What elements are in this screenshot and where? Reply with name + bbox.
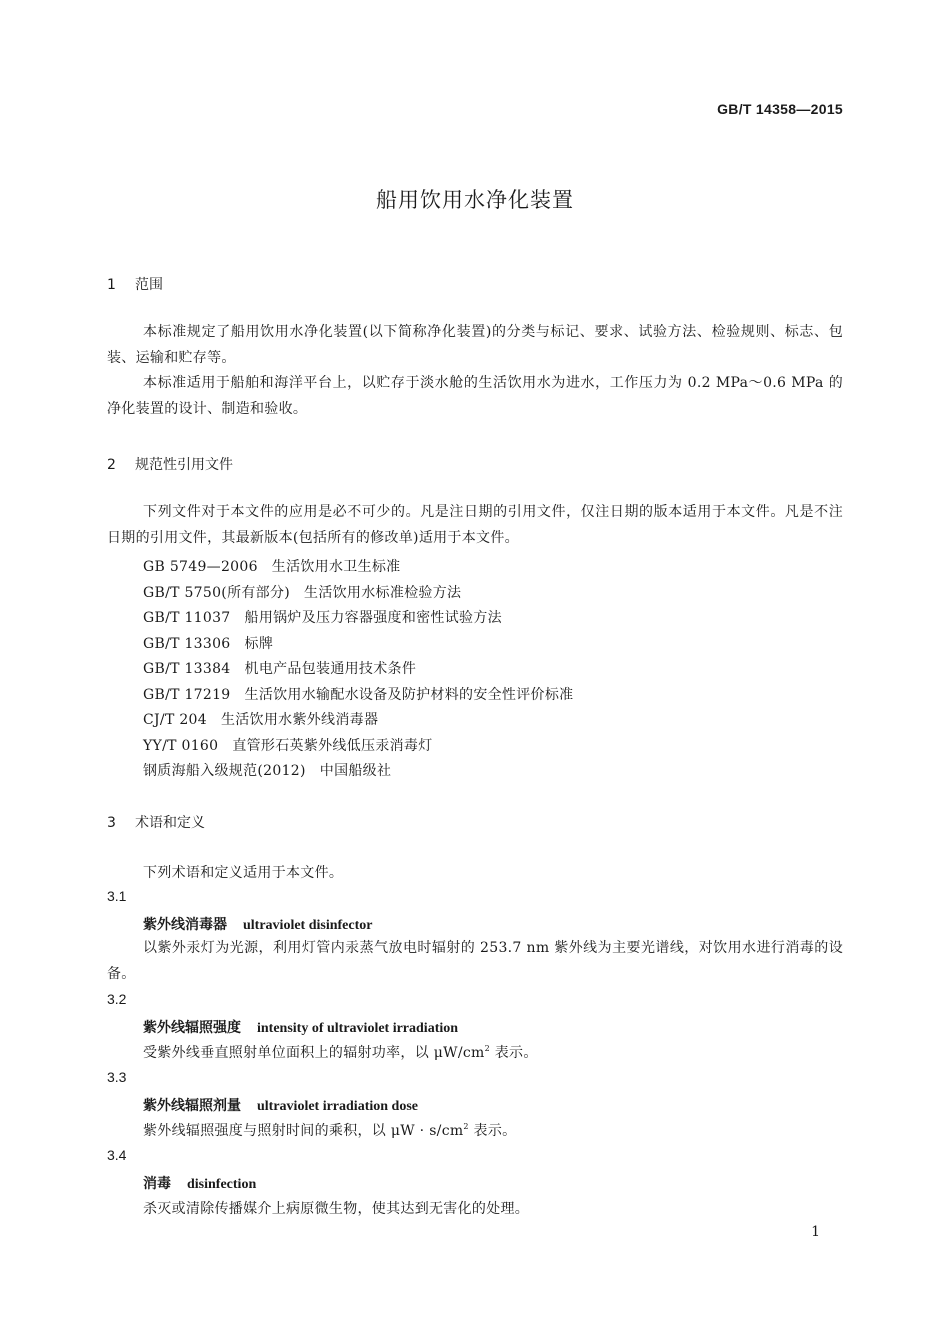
term-english: disinfection bbox=[187, 1177, 257, 1192]
section-number: 3 bbox=[107, 815, 116, 831]
reference-code: YY/T 0160 bbox=[143, 738, 219, 754]
term-definition: 杀灭或清除传播媒介上病原微生物，使其达到无害化的处理。 bbox=[143, 1201, 530, 1217]
section-title: 范围 bbox=[135, 277, 163, 293]
reference-item bbox=[143, 684, 573, 704]
page-number: 1 bbox=[811, 1224, 820, 1240]
references-intro: 下列文件对于本文件的应用是必不可少的。凡是注日期的引用文件，仅注日期的版本适用于本文件。凡是不注日期的引用文件，其最新版本(包括所有的修改单)适用于本文件。 bbox=[107, 504, 843, 546]
term-heading bbox=[143, 1173, 256, 1193]
term-number: 3.1 bbox=[107, 888, 127, 904]
reference-item bbox=[143, 709, 378, 729]
reference-title: 直管形石英紫外线低压汞消毒灯 bbox=[232, 738, 433, 754]
definition-text: 紫外线辐照强度与照射时间的乘积，以 μW · s/cm bbox=[143, 1123, 464, 1139]
reference-code: GB/T 5750(所有部分) bbox=[143, 585, 291, 601]
reference-code: GB 5749—2006 bbox=[143, 559, 258, 575]
reference-title: 生活饮用水紫外线消毒器 bbox=[220, 712, 379, 728]
reference-code: GB/T 17219 bbox=[143, 687, 231, 703]
term-chinese: 紫外线辐照剂量 bbox=[143, 1098, 241, 1114]
reference-title: 生活饮用水卫生标准 bbox=[271, 559, 401, 575]
term-chinese: 消毒 bbox=[143, 1176, 171, 1192]
reference-item bbox=[143, 760, 391, 780]
terms-intro: 下列术语和定义适用于本文件。 bbox=[143, 865, 344, 881]
scope-paragraph-1: 本标准规定了船用饮用水净化装置(以下简称净化装置)的分类与标记、要求、试验方法、检验规则、标志、包装、运输和贮存等。 bbox=[107, 324, 843, 366]
section-number: 1 bbox=[107, 277, 116, 293]
section-number: 2 bbox=[107, 457, 116, 473]
term-definition bbox=[143, 1042, 538, 1062]
reference-code: 钢质海船入级规范(2012) bbox=[143, 763, 306, 779]
reference-title: 生活饮用水输配水设备及防护材料的安全性评价标准 bbox=[244, 687, 574, 703]
reference-item bbox=[143, 735, 433, 755]
reference-title: 生活饮用水标准检验方法 bbox=[304, 585, 462, 601]
definition-text: 表示。 bbox=[489, 1045, 538, 1061]
term-heading bbox=[143, 1095, 418, 1115]
document-number: GB/T 14358—2015 bbox=[717, 101, 843, 117]
reference-code: GB/T 13306 bbox=[143, 636, 231, 652]
reference-title: 机电产品包装通用技术条件 bbox=[244, 661, 417, 677]
reference-title: 船用锅炉及压力容器强度和密性试验方法 bbox=[244, 610, 502, 626]
reference-code: GB/T 11037 bbox=[143, 610, 231, 626]
section-3-heading bbox=[107, 812, 205, 832]
superscript: 2 bbox=[463, 1122, 469, 1131]
term-number: 3.4 bbox=[107, 1147, 127, 1163]
reference-code: GB/T 13384 bbox=[143, 661, 231, 677]
term-english: intensity of ultraviolet irradiation bbox=[257, 1021, 459, 1036]
definition-text: 表示。 bbox=[468, 1123, 517, 1139]
section-title: 规范性引用文件 bbox=[135, 457, 233, 473]
section-2-heading bbox=[107, 454, 233, 474]
term-english: ultraviolet disinfector bbox=[243, 918, 373, 933]
term-number: 3.2 bbox=[107, 991, 127, 1007]
term-english: ultraviolet irradiation dose bbox=[257, 1099, 418, 1114]
reference-item bbox=[143, 658, 416, 678]
term-heading bbox=[143, 914, 372, 934]
reference-title: 标牌 bbox=[244, 636, 274, 652]
superscript: 2 bbox=[484, 1044, 490, 1053]
term-chinese: 紫外线辐照强度 bbox=[143, 1020, 241, 1036]
term-definition: 以紫外汞灯为光源，利用灯管内汞蒸气放电时辐射的 253.7 nm 紫外线为主要光谱线，对饮用水进行消毒的设备。 bbox=[107, 940, 843, 982]
reference-item bbox=[143, 633, 273, 653]
reference-item bbox=[143, 582, 461, 602]
term-definition bbox=[143, 1120, 516, 1140]
term-heading bbox=[143, 1017, 458, 1037]
reference-title: 中国船级社 bbox=[319, 763, 392, 779]
reference-item bbox=[143, 607, 502, 627]
term-chinese: 紫外线消毒器 bbox=[143, 917, 227, 933]
reference-item bbox=[143, 556, 400, 576]
section-title: 术语和定义 bbox=[135, 815, 205, 831]
term-number: 3.3 bbox=[107, 1069, 127, 1085]
reference-code: CJ/T 204 bbox=[143, 712, 207, 728]
definition-text: 受紫外线垂直照射单位面积上的辐射功率，以 μW/cm bbox=[143, 1045, 485, 1061]
page-title: 船用饮用水净化装置 bbox=[376, 188, 574, 212]
scope-paragraph-2: 本标准适用于船舶和海洋平台上，以贮存于淡水舱的生活饮用水为进水，工作压力为 0.2 MPa～0.6 MPa 的净化装置的设计、制造和验收。 bbox=[107, 375, 843, 417]
section-1-heading bbox=[107, 274, 163, 294]
